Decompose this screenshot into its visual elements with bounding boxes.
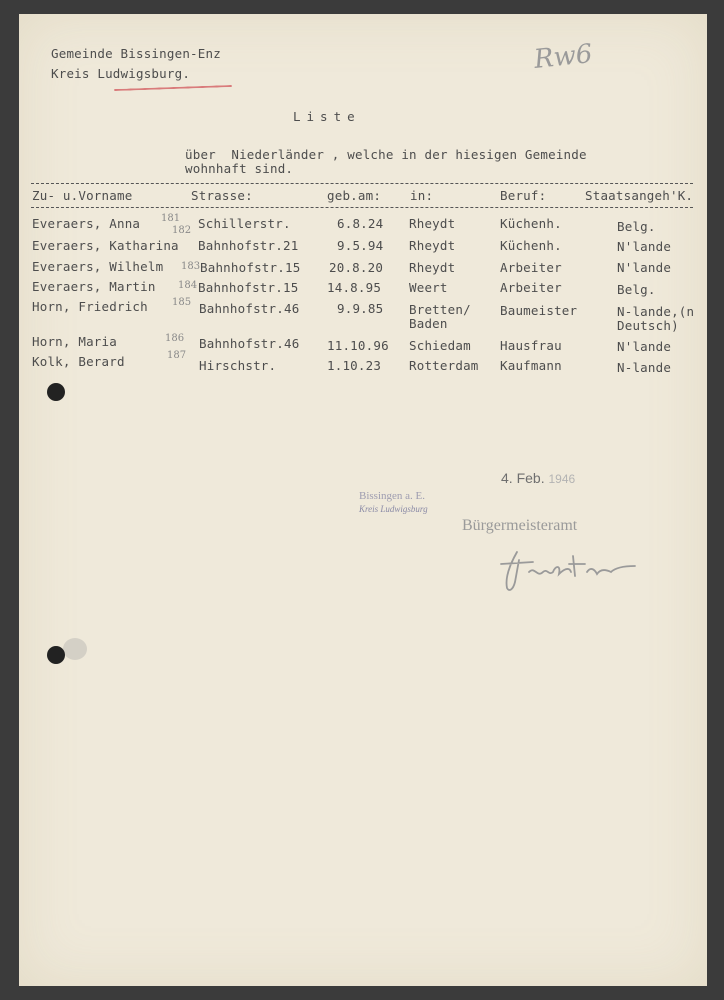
person-name: Everaers, Anna xyxy=(32,216,141,231)
birth-date: 1.10.23 xyxy=(327,358,382,373)
occupation: Baumeister xyxy=(500,303,578,318)
birth-date: 9.9.85 xyxy=(337,301,384,316)
birth-place: Rheydt xyxy=(409,260,456,275)
punch-hole xyxy=(47,383,65,401)
nationality: N-lande xyxy=(617,360,672,375)
street: Bahnhofstr.46 xyxy=(199,301,300,316)
intro-line-1: über Niederländer , welche in der hiesigen Gemeinde xyxy=(185,147,587,162)
street: Schillerstr. xyxy=(198,216,291,231)
birth-place: Weert xyxy=(409,280,448,295)
column-header-born: geb.am: xyxy=(327,188,382,203)
birth-date: 11.10.96 xyxy=(327,338,389,353)
birth-place: Rheydt xyxy=(409,238,456,253)
nationality: N-lande,(n Deutsch) xyxy=(617,304,695,333)
person-name: Kolk, Berard xyxy=(32,354,125,369)
faded-punch-mark xyxy=(63,638,87,660)
occupation: Küchenh. xyxy=(500,216,562,231)
district-name: Kreis Ludwigsburg. xyxy=(51,66,191,81)
street: Bahnhofstr.15 xyxy=(200,260,301,275)
street: Bahnhofstr.15 xyxy=(198,280,299,295)
birth-date: 6.8.24 xyxy=(337,216,384,231)
red-underline xyxy=(114,85,232,91)
nationality: N'lande xyxy=(617,339,672,354)
column-header-nationality: Staatsangeh'K. xyxy=(585,188,694,203)
office-title: Bürgermeisteramt xyxy=(462,517,578,534)
pencil-number: 186 xyxy=(165,333,185,344)
document-page xyxy=(19,14,707,986)
person-name: Everaers, Martin xyxy=(32,279,156,294)
intro-line-2: wohnhaft sind. xyxy=(185,161,294,176)
occupation: Arbeiter xyxy=(500,260,562,275)
street: Bahnhofstr.21 xyxy=(198,238,299,253)
pencil-number: 184 xyxy=(178,280,198,291)
pencil-annotation: Rw6 xyxy=(532,39,594,75)
person-name: Everaers, Wilhelm xyxy=(32,259,164,274)
date-stamp-year: 1946 xyxy=(548,472,576,486)
birth-place: Rheydt xyxy=(409,216,456,231)
date-stamp-day: 4. Feb. xyxy=(501,470,545,486)
pencil-number: 187 xyxy=(167,350,187,361)
office-stamp-line2: Kreis Ludwigsburg xyxy=(359,504,428,514)
birth-place: Schiedam xyxy=(409,338,471,353)
date-stamp xyxy=(501,470,575,486)
pencil-number: 181 xyxy=(161,213,181,224)
column-header-name: Zu- u.Vorname xyxy=(32,188,133,203)
occupation: Hausfrau xyxy=(500,338,562,353)
table-header-rule xyxy=(31,207,693,208)
office-stamp xyxy=(359,490,428,514)
occupation: Arbeiter xyxy=(500,280,562,295)
birth-date: 14.8.95 xyxy=(327,280,382,295)
column-header-job: Beruf: xyxy=(500,188,547,203)
birth-date: 9.5.94 xyxy=(337,238,384,253)
nationality: Belg. xyxy=(617,219,656,234)
birth-place: Bretten/ Baden xyxy=(409,302,471,331)
birth-date: 20.8.20 xyxy=(329,260,384,275)
nationality: N'lande xyxy=(617,260,672,275)
office-stamp-line1: Bissingen a. E. xyxy=(359,490,425,502)
nationality: Belg. xyxy=(617,282,656,297)
person-name: Everaers, Katharina xyxy=(32,238,179,253)
person-name: Horn, Friedrich xyxy=(32,299,148,314)
nationality: N'lande xyxy=(617,239,672,254)
pencil-number: 182 xyxy=(172,225,192,236)
column-header-street: Strasse: xyxy=(191,188,253,203)
punch-hole xyxy=(47,646,65,664)
signature xyxy=(489,542,649,594)
street: Bahnhofstr.46 xyxy=(199,336,300,351)
occupation: Küchenh. xyxy=(500,238,562,253)
pencil-number: 185 xyxy=(172,297,192,308)
occupation: Kaufmann xyxy=(500,358,562,373)
birth-place: Rotterdam xyxy=(409,358,479,373)
municipality-name: Gemeinde Bissingen-Enz xyxy=(51,46,221,61)
person-name: Horn, Maria xyxy=(32,334,117,349)
document-title: Liste xyxy=(293,109,361,124)
pencil-number: 183 xyxy=(181,261,201,272)
street: Hirschstr. xyxy=(199,358,277,373)
table-top-rule xyxy=(31,183,693,184)
column-header-place: in: xyxy=(410,188,434,203)
